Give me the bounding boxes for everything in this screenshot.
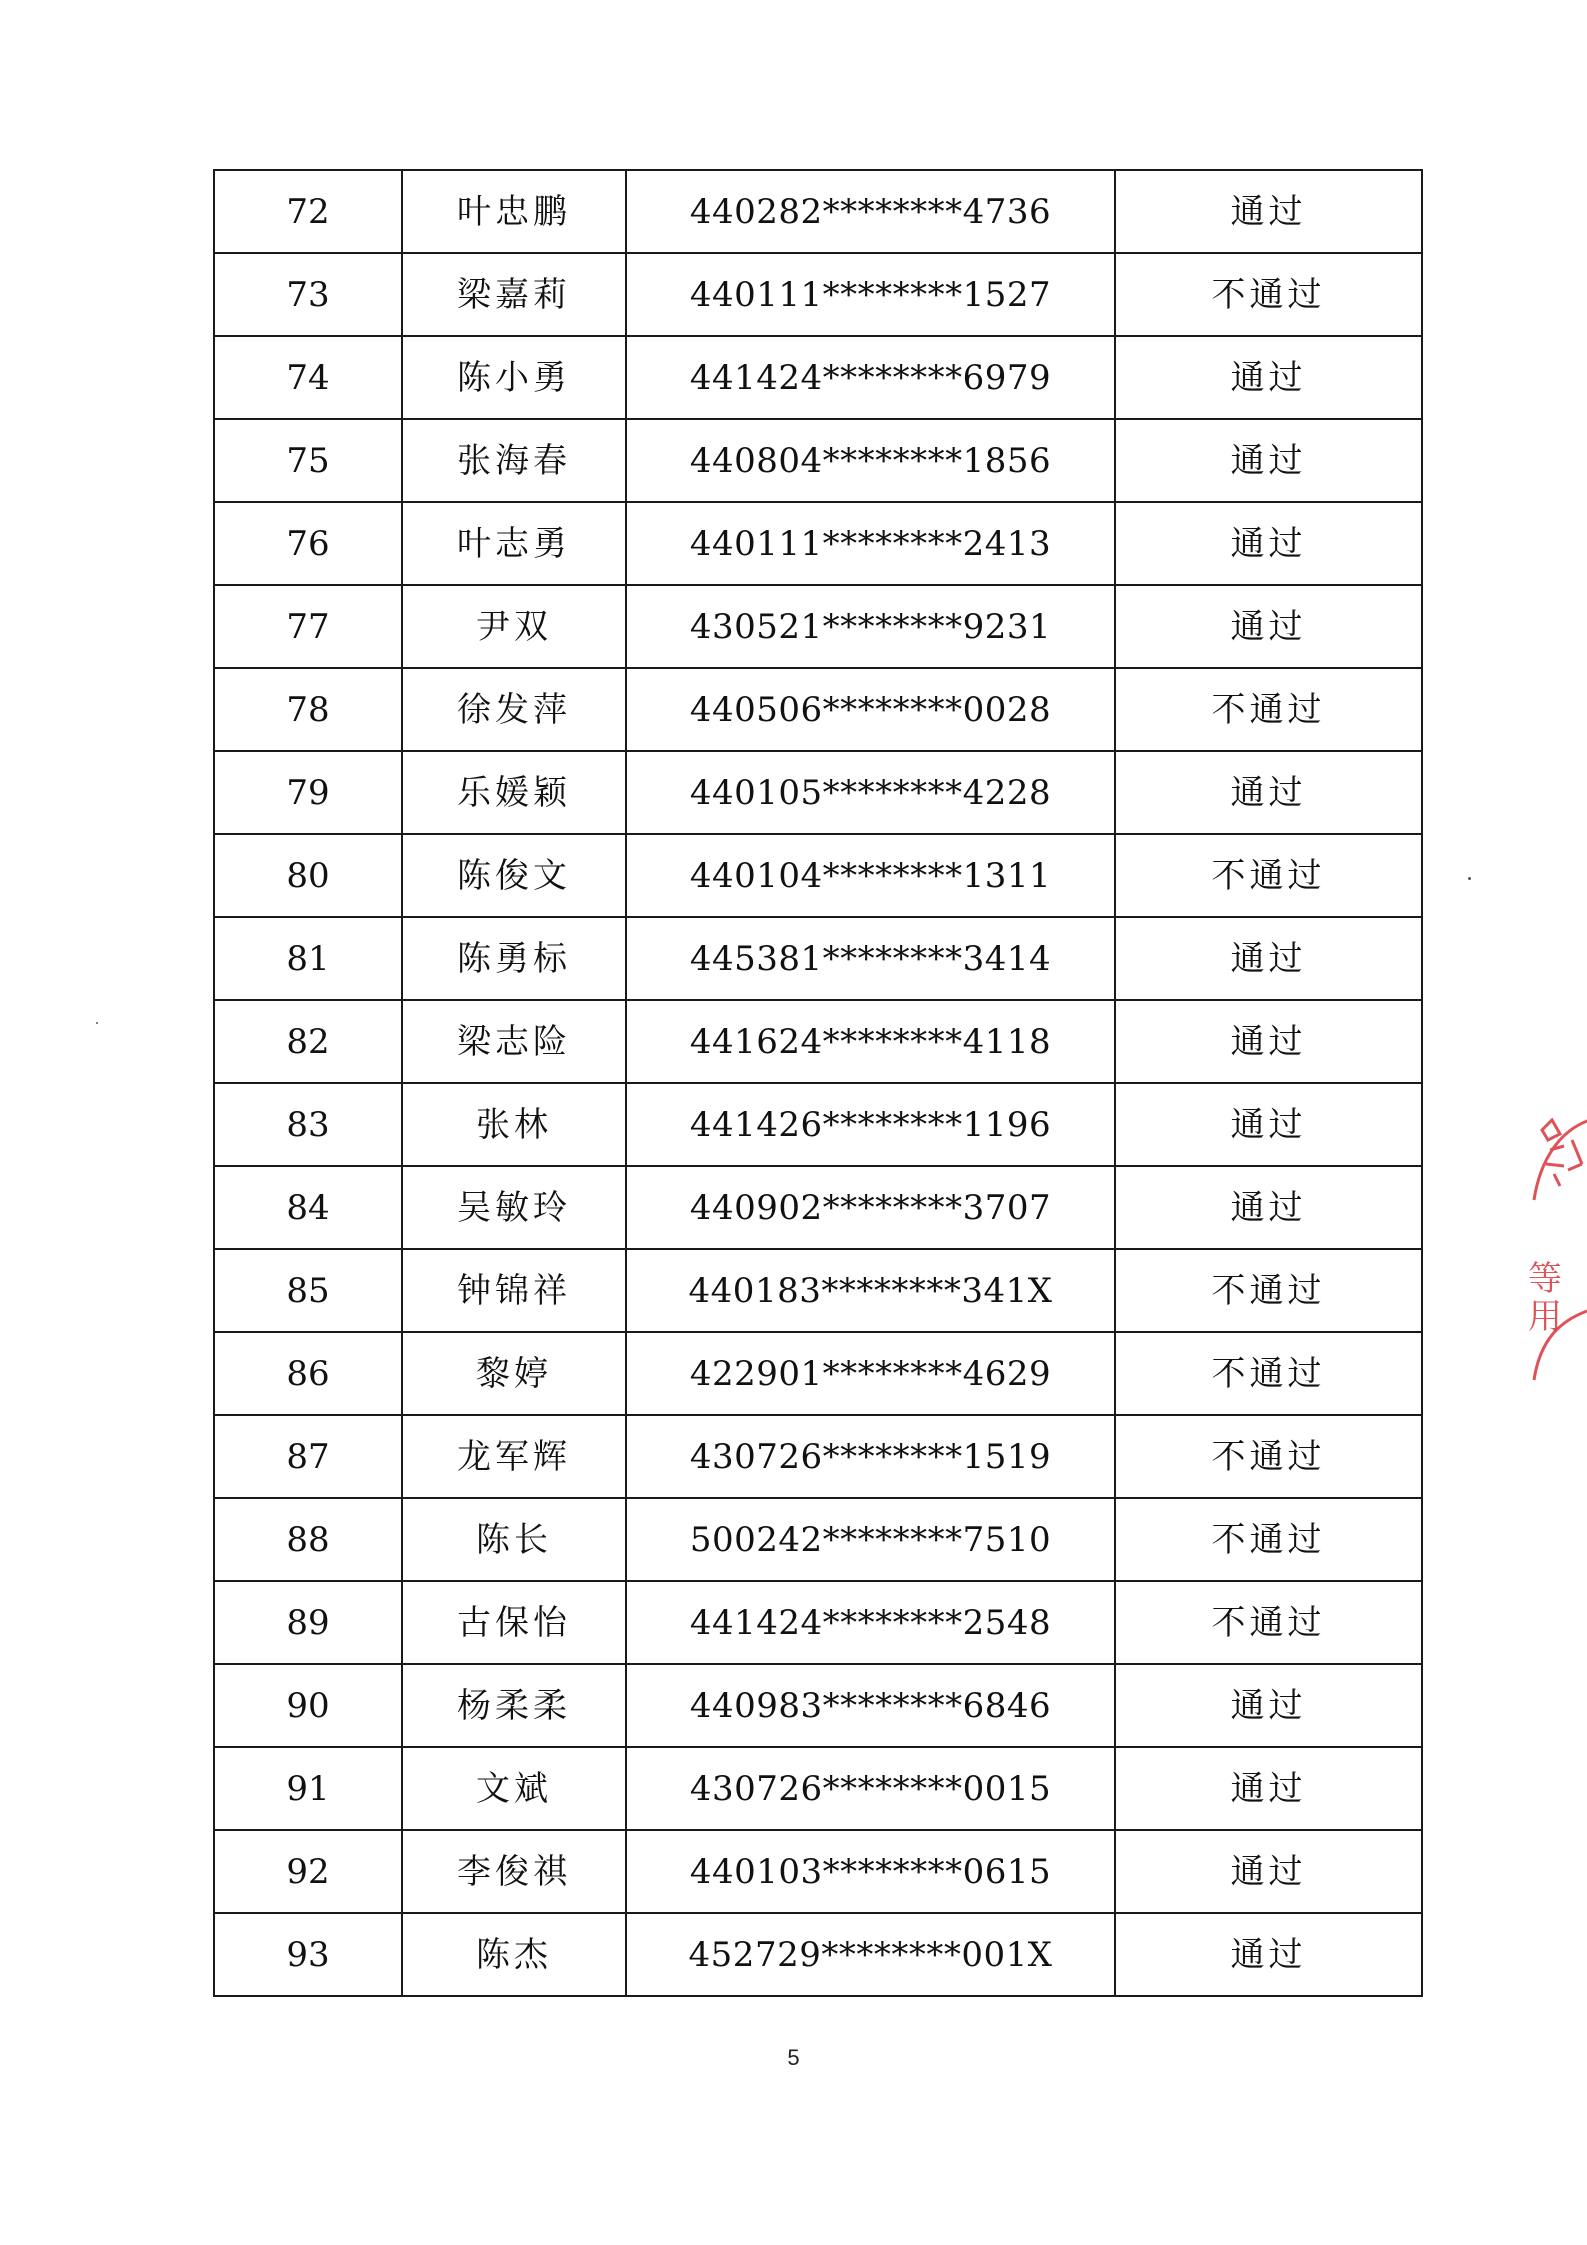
id-number-cell: 440105********4228 <box>626 751 1115 834</box>
result-cell: 通过 <box>1115 1083 1422 1166</box>
name-cell: 杨柔柔 <box>402 1664 626 1747</box>
table-row <box>214 1581 1422 1664</box>
name-cell: 陈小勇 <box>402 336 626 419</box>
result-cell: 通过 <box>1115 1166 1422 1249</box>
name-cell: 梁志险 <box>402 1000 626 1083</box>
result-cell: 不通过 <box>1115 1249 1422 1332</box>
name-cell: 叶忠鹏 <box>402 170 626 253</box>
id-number-cell: 440983********6846 <box>626 1664 1115 1747</box>
result-cell: 通过 <box>1115 751 1422 834</box>
page-number: 5 <box>787 2045 800 2070</box>
row-number-cell: 82 <box>214 1000 402 1083</box>
name-cell: 张林 <box>402 1083 626 1166</box>
table-row <box>214 502 1422 585</box>
table-row <box>214 917 1422 1000</box>
id-number-cell: 440111********2413 <box>626 502 1115 585</box>
svg-text:用: 用 <box>1528 1297 1562 1337</box>
name-cell: 陈俊文 <box>402 834 626 917</box>
result-cell: 通过 <box>1115 1913 1422 1996</box>
id-number-cell: 445381********3414 <box>626 917 1115 1000</box>
result-cell: 不通过 <box>1115 1581 1422 1664</box>
result-cell: 不通过 <box>1115 834 1422 917</box>
table-row <box>214 1249 1422 1332</box>
id-number-cell: 430726********1519 <box>626 1415 1115 1498</box>
name-cell: 徐发萍 <box>402 668 626 751</box>
name-cell: 陈杰 <box>402 1913 626 1996</box>
result-cell: 通过 <box>1115 1664 1422 1747</box>
name-cell: 文斌 <box>402 1747 626 1830</box>
row-number-cell: 80 <box>214 834 402 917</box>
row-number-cell: 87 <box>214 1415 402 1498</box>
id-number-cell: 441426********1196 <box>626 1083 1115 1166</box>
scan-speck <box>96 1022 98 1024</box>
row-number-cell: 73 <box>214 253 402 336</box>
svg-text:等: 等 <box>1528 1259 1562 1299</box>
table-row <box>214 336 1422 419</box>
scan-speck <box>1468 877 1471 880</box>
name-cell: 钟锦祥 <box>402 1249 626 1332</box>
table-row <box>214 170 1422 253</box>
name-cell: 李俊祺 <box>402 1830 626 1913</box>
id-number-cell: 441424********6979 <box>626 336 1115 419</box>
id-number-cell: 500242********7510 <box>626 1498 1115 1581</box>
table-row <box>214 1000 1422 1083</box>
result-cell: 通过 <box>1115 502 1422 585</box>
table-row <box>214 1830 1422 1913</box>
row-number-cell: 91 <box>214 1747 402 1830</box>
row-number-cell: 85 <box>214 1249 402 1332</box>
table-row <box>214 751 1422 834</box>
id-number-cell: 440111********1527 <box>626 253 1115 336</box>
row-number-cell: 76 <box>214 502 402 585</box>
table-row <box>214 1664 1422 1747</box>
result-cell: 通过 <box>1115 1747 1422 1830</box>
result-cell: 通过 <box>1115 1000 1422 1083</box>
name-cell: 古保怡 <box>402 1581 626 1664</box>
name-cell: 黎婷 <box>402 1332 626 1415</box>
row-number-cell: 83 <box>214 1083 402 1166</box>
row-number-cell: 89 <box>214 1581 402 1664</box>
row-number-cell: 90 <box>214 1664 402 1747</box>
row-number-cell: 72 <box>214 170 402 253</box>
table-row <box>214 1913 1422 1996</box>
id-number-cell: 430726********0015 <box>626 1747 1115 1830</box>
name-cell: 张海春 <box>402 419 626 502</box>
row-number-cell: 92 <box>214 1830 402 1913</box>
name-cell: 叶志勇 <box>402 502 626 585</box>
name-cell: 尹双 <box>402 585 626 668</box>
result-cell: 不通过 <box>1115 1498 1422 1581</box>
table-row <box>214 419 1422 502</box>
id-number-cell: 452729********001X <box>626 1913 1115 1996</box>
table-row <box>214 834 1422 917</box>
results-table <box>213 169 1423 1997</box>
result-cell: 不通过 <box>1115 1332 1422 1415</box>
table-row <box>214 1083 1422 1166</box>
result-cell: 不通过 <box>1115 253 1422 336</box>
result-cell: 通过 <box>1115 1830 1422 1913</box>
row-number-cell: 93 <box>214 1913 402 1996</box>
name-cell: 吴敏玲 <box>402 1166 626 1249</box>
red-seal-stamp <box>1520 1090 1587 1390</box>
id-number-cell: 440902********3707 <box>626 1166 1115 1249</box>
id-number-cell: 441624********4118 <box>626 1000 1115 1083</box>
result-cell: 不通过 <box>1115 1415 1422 1498</box>
result-cell: 不通过 <box>1115 668 1422 751</box>
result-cell: 通过 <box>1115 419 1422 502</box>
result-cell: 通过 <box>1115 336 1422 419</box>
row-number-cell: 84 <box>214 1166 402 1249</box>
seal-graphic <box>1520 1090 1587 1390</box>
row-number-cell: 79 <box>214 751 402 834</box>
row-number-cell: 74 <box>214 336 402 419</box>
id-number-cell: 440183********341X <box>626 1249 1115 1332</box>
table-row <box>214 1498 1422 1581</box>
name-cell: 陈长 <box>402 1498 626 1581</box>
table-row <box>214 585 1422 668</box>
id-number-cell: 430521********9231 <box>626 585 1115 668</box>
id-number-cell: 441424********2548 <box>626 1581 1115 1664</box>
row-number-cell: 88 <box>214 1498 402 1581</box>
row-number-cell: 86 <box>214 1332 402 1415</box>
result-cell: 通过 <box>1115 917 1422 1000</box>
id-number-cell: 440282********4736 <box>626 170 1115 253</box>
name-cell: 陈勇标 <box>402 917 626 1000</box>
result-cell: 通过 <box>1115 585 1422 668</box>
name-cell: 乐媛颖 <box>402 751 626 834</box>
id-number-cell: 440804********1856 <box>626 419 1115 502</box>
id-number-cell: 440506********0028 <box>626 668 1115 751</box>
name-cell: 龙军辉 <box>402 1415 626 1498</box>
table-row <box>214 1166 1422 1249</box>
row-number-cell: 81 <box>214 917 402 1000</box>
table-row <box>214 1332 1422 1415</box>
row-number-cell: 77 <box>214 585 402 668</box>
table-row <box>214 668 1422 751</box>
id-number-cell: 422901********4629 <box>626 1332 1115 1415</box>
table-row <box>214 1747 1422 1830</box>
id-number-cell: 440104********1311 <box>626 834 1115 917</box>
row-number-cell: 75 <box>214 419 402 502</box>
name-cell: 梁嘉莉 <box>402 253 626 336</box>
results-table-body <box>214 170 1422 1996</box>
result-cell: 通过 <box>1115 170 1422 253</box>
row-number-cell: 78 <box>214 668 402 751</box>
table-row <box>214 1415 1422 1498</box>
table-row <box>214 253 1422 336</box>
id-number-cell: 440103********0615 <box>626 1830 1115 1913</box>
